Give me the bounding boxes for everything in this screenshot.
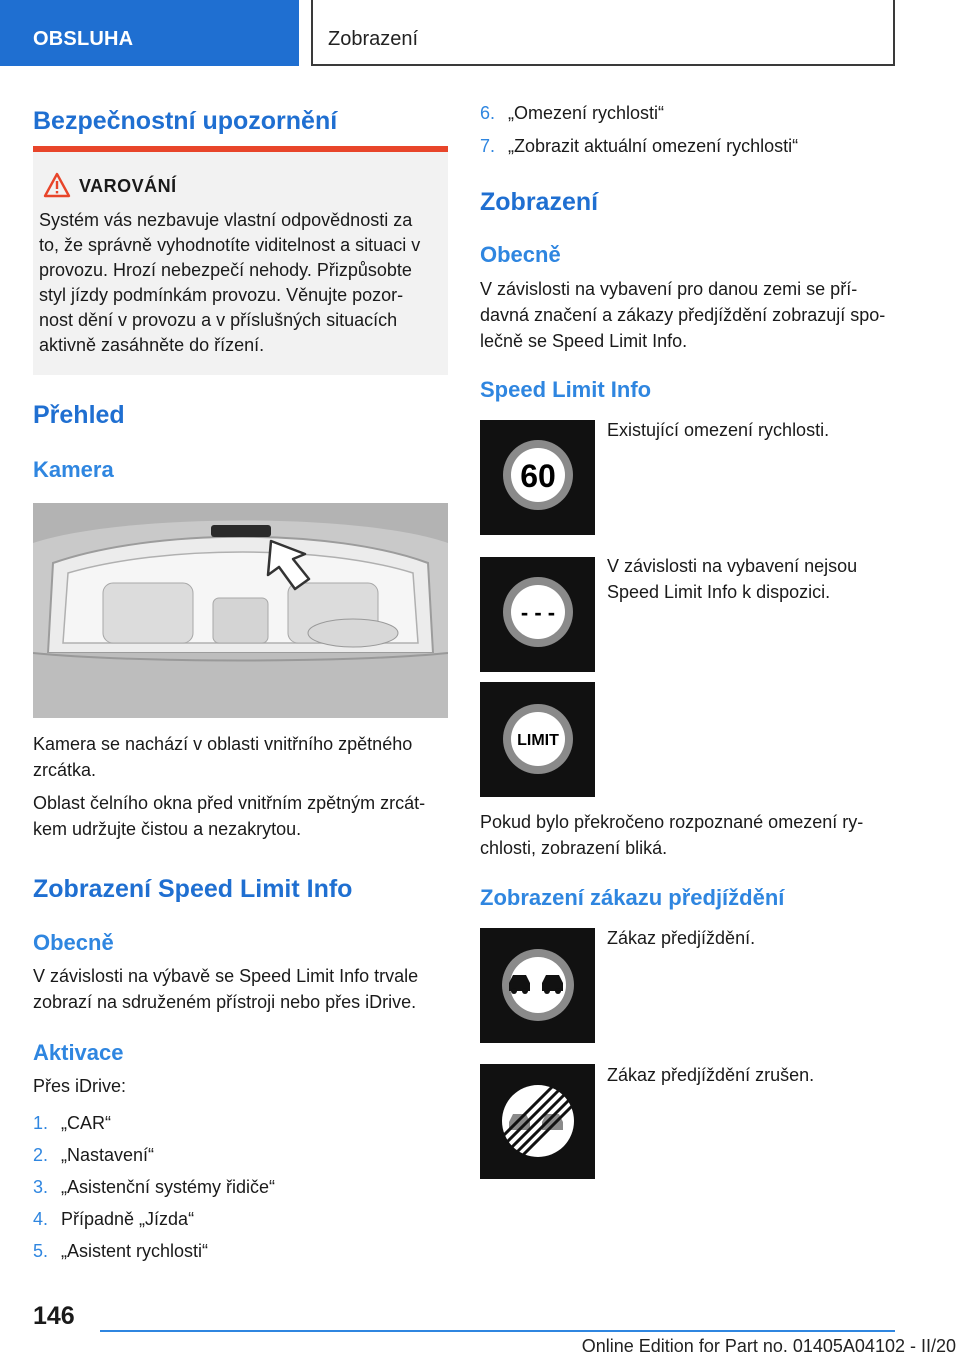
general-heading-right: Obecně (480, 242, 561, 267)
activation-heading: Aktivace (33, 1040, 124, 1065)
list-item (33, 1209, 194, 1230)
steps-list-right (480, 103, 895, 163)
speed-limit-info-heading: Speed Limit Info (480, 377, 652, 402)
text-line: Speed Limit Info k dispozici. (607, 582, 831, 602)
exceeded-text (480, 809, 900, 861)
list-text: „Nastavení“ (61, 1145, 155, 1165)
list-item (480, 103, 664, 124)
no-passing-heading: Zobrazení zákazu předjíždění (480, 885, 785, 910)
general-text-right (480, 276, 900, 354)
text-line: Oblast čelního okna před vnitřním zpětným zrcát- (33, 793, 426, 813)
list-number: 7. (480, 136, 496, 156)
page-number: 146 (33, 1302, 75, 1330)
activation-intro: Přes iDrive: (33, 1076, 127, 1096)
list-number: 5. (33, 1241, 49, 1261)
list-text: „Asistenční systémy řidiče“ (61, 1177, 276, 1197)
sign-limit-value: LIMIT (517, 732, 559, 749)
warning-text (39, 208, 444, 358)
sign-60-text: Existující omezení rychlosti. (607, 420, 830, 440)
text-line: zobrazí na sdruženém přístroji nebo přes iDrive. (33, 992, 417, 1012)
camera-location-text (33, 731, 448, 783)
camera-heading: Kamera (33, 457, 114, 482)
sign-dash-text (607, 553, 897, 605)
warning-line: aktivně zasáhněte do řízení. (39, 335, 265, 355)
section-tab: OBSLUHA (0, 0, 299, 66)
page-header (0, 0, 960, 66)
text-line: V závislosti na vybavení pro danou zemi se pří- (480, 279, 858, 299)
safety-heading: Bezpečnostní upozornění (33, 107, 338, 135)
camera-illustration (33, 503, 448, 718)
list-text: „Zobrazit aktuální omezení rychlosti“ (508, 136, 799, 156)
warning-box (33, 146, 448, 375)
display-heading: Zobrazení (480, 188, 599, 216)
text-line: Pokud bylo překročeno rozpoznané omezení ry- (480, 812, 864, 832)
warning-line: nost dění v provozu a v příslušných situacích (39, 310, 398, 330)
list-number: 3. (33, 1177, 49, 1197)
sign-60-value: 60 (520, 458, 556, 494)
warning-line: provozu. Hrozí nebezpečí nehody. Přizpůsobte (39, 260, 412, 280)
sign-dash-value: - - - (520, 600, 556, 625)
list-item (33, 1241, 208, 1262)
list-item (480, 136, 798, 157)
sli-heading: Zobrazení Speed Limit Info (33, 875, 353, 903)
text-line: lečně se Speed Limit Info. (480, 331, 688, 351)
text-line: Kamera se nachází v oblasti vnitřního zpětného (33, 734, 413, 754)
speed-limit-60-sign (480, 420, 595, 535)
general-text (33, 963, 448, 1015)
text-line: V závislosti na vybavení nejsou (607, 556, 858, 576)
camera-clean-text (33, 790, 448, 842)
text-line: kem udržujte čistou a nezakrytou. (33, 819, 302, 839)
footer-divider (100, 1330, 895, 1332)
no-passing-end-sign (480, 1064, 595, 1179)
warning-line: Systém vás nezbavuje vlastní odpovědnosti za (39, 210, 413, 230)
list-number: 4. (33, 1209, 49, 1229)
list-item (33, 1113, 111, 1134)
no-passing-sign (480, 928, 595, 1043)
no-passing-text: Zákaz předjíždění. (607, 928, 756, 948)
edition-text: Online Edition for Part no. 01405A04102 - II/20 (581, 1336, 956, 1356)
list-text: „CAR“ (61, 1113, 111, 1133)
text-line: V závislosti na výbavě se Speed Limit Info trvale (33, 966, 419, 986)
speed-limit-unavailable-sign (480, 557, 595, 672)
chapter-title: Zobrazení (311, 0, 895, 66)
limit-sign (480, 682, 595, 797)
no-passing-end-text: Zákaz předjíždění zrušen. (607, 1065, 815, 1085)
text-line: zrcátka. (33, 760, 97, 780)
list-number: 2. (33, 1145, 49, 1165)
list-text: Případně „Jízda“ (61, 1209, 195, 1229)
general-heading: Obecně (33, 930, 114, 955)
list-text: „Asistent rychlosti“ (61, 1241, 209, 1261)
list-item (33, 1145, 154, 1166)
warning-line: to, že správně vyhodnotíte viditelnost a situaci v (39, 235, 421, 255)
text-line: davná značení a zákazy předjíždění zobrazují spo- (480, 305, 886, 325)
warning-label: VAROVÁNÍ (79, 176, 177, 196)
steps-list-left (33, 1113, 448, 1273)
list-number: 6. (480, 103, 496, 123)
overview-heading: Přehled (33, 401, 125, 429)
list-item (33, 1177, 275, 1198)
text-line: chlosti, zobrazení bliká. (480, 838, 668, 858)
list-text: „Omezení rychlosti“ (508, 103, 665, 123)
list-number: 1. (33, 1113, 49, 1133)
warning-line: styl jízdy podmínkám provozu. Věnujte pozor- (39, 285, 404, 305)
